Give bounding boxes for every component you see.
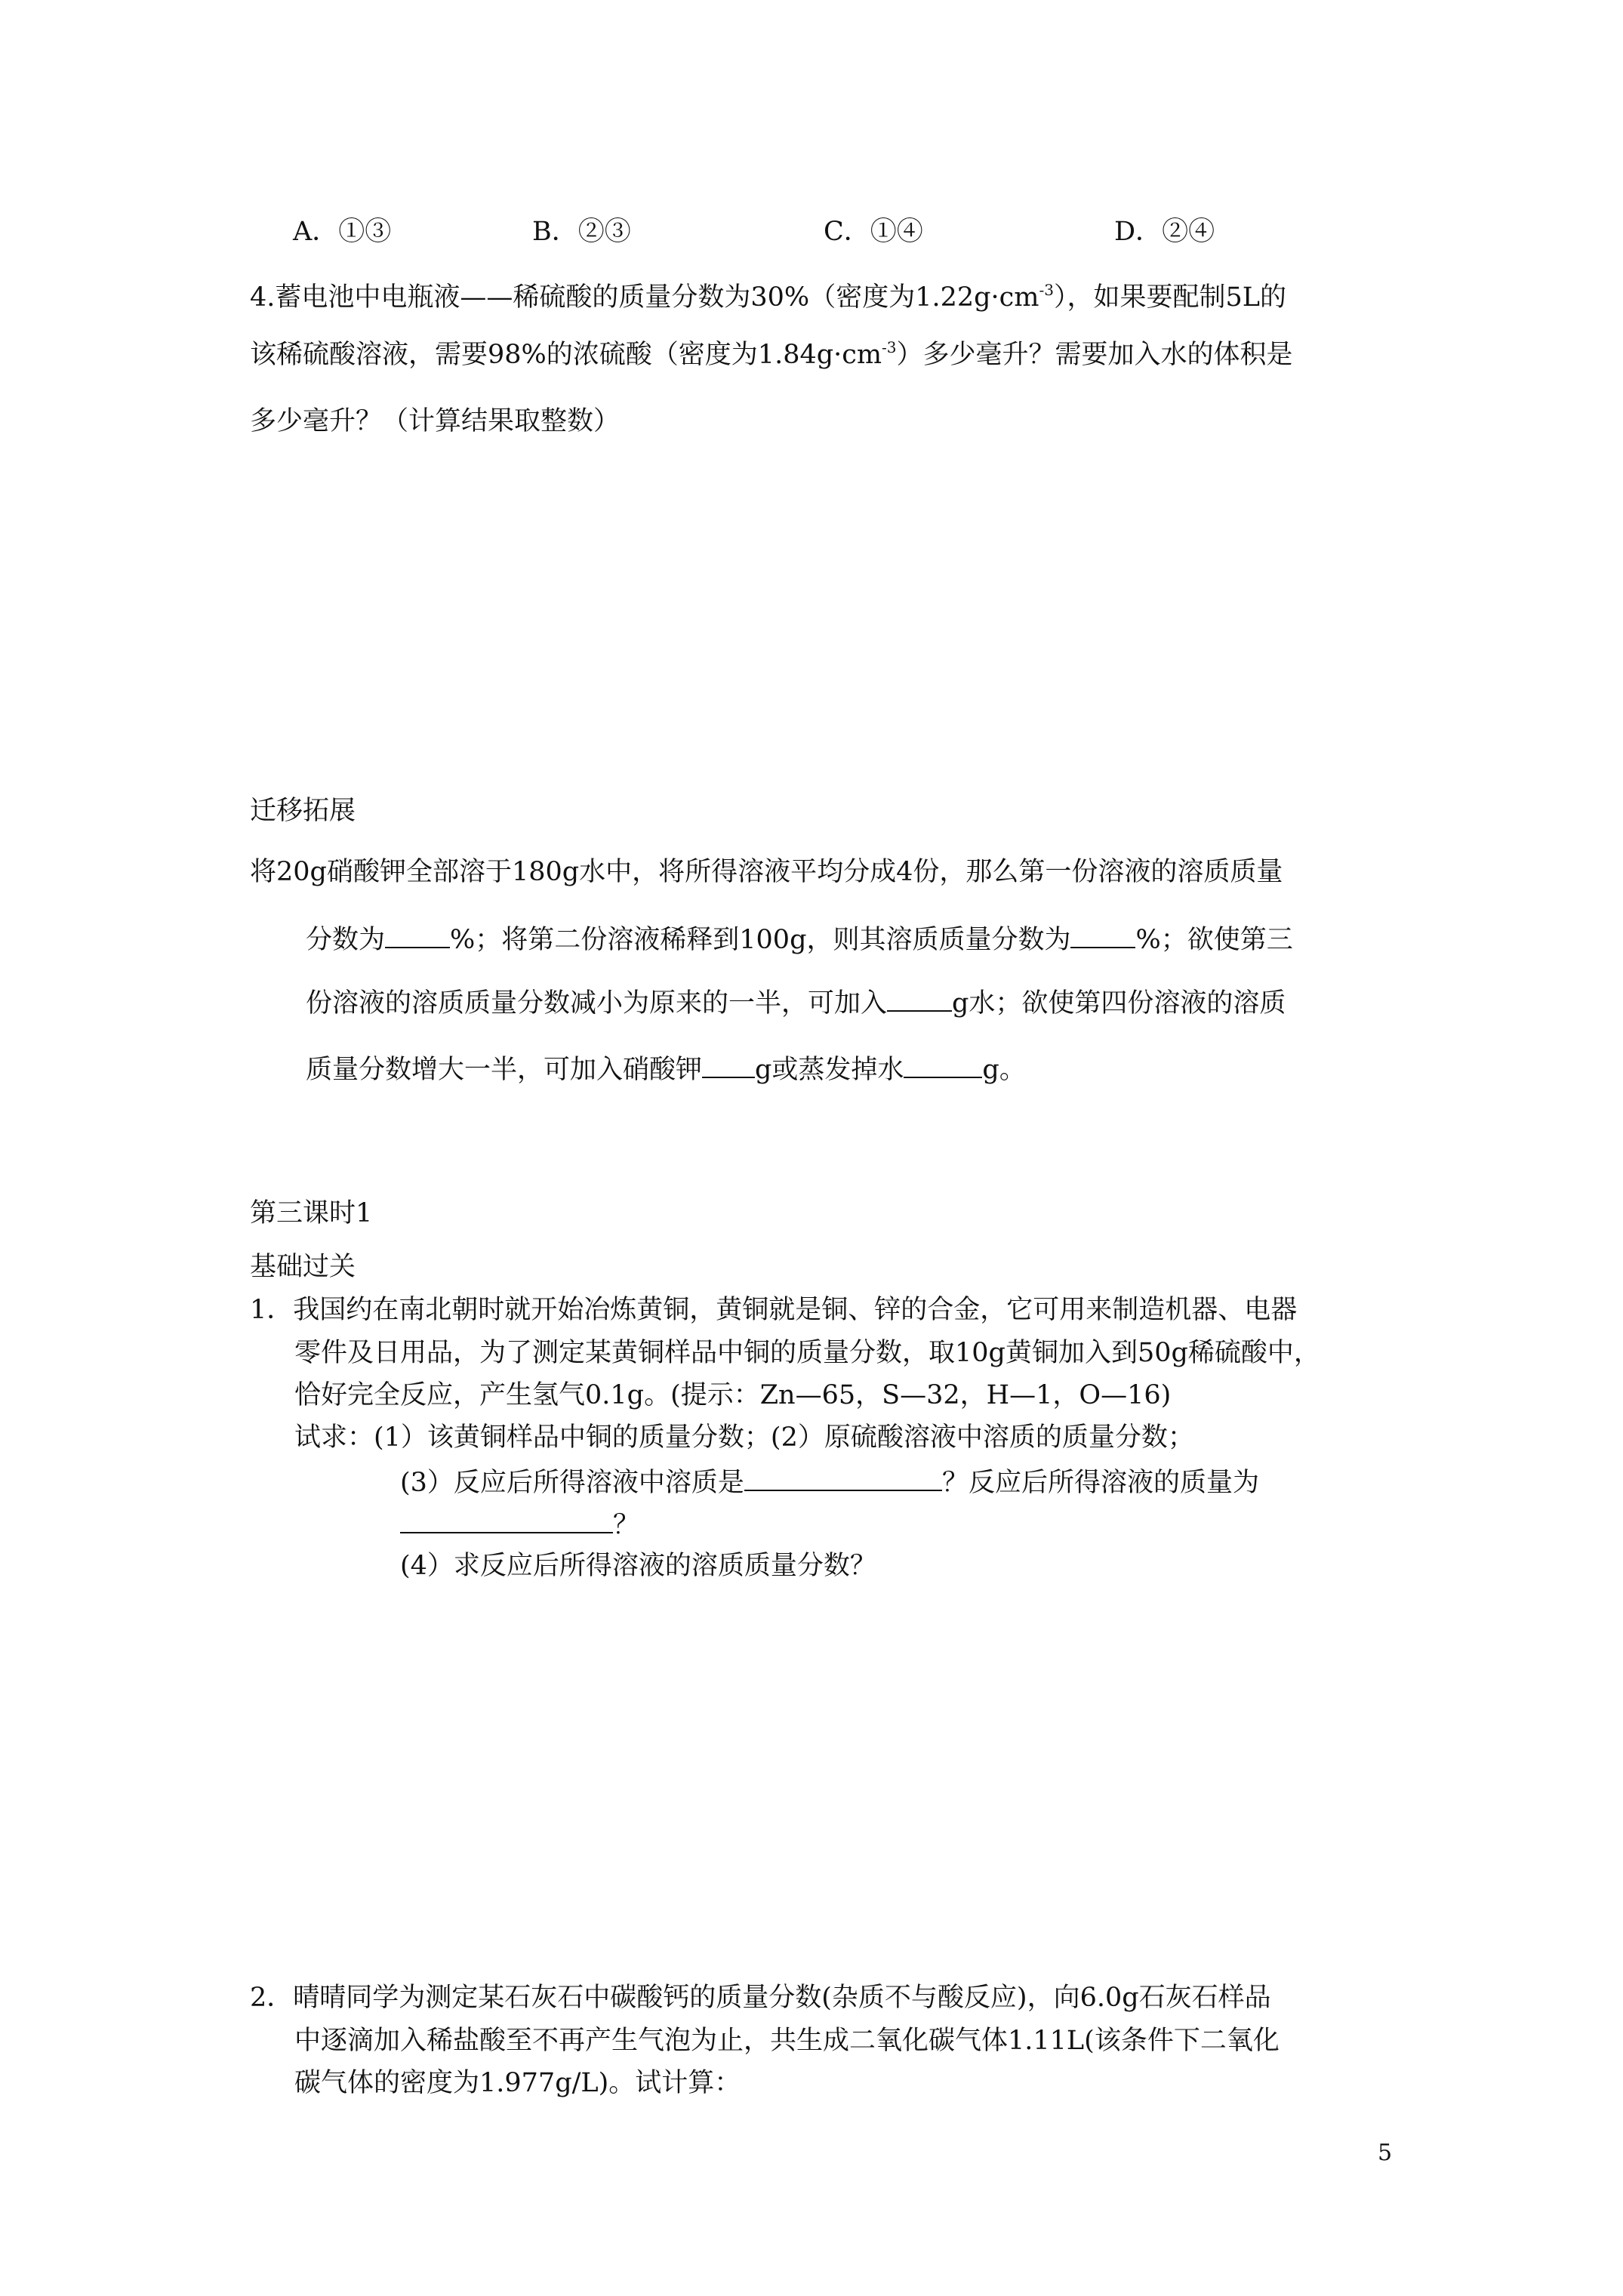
transfer-line-4 <box>306 1051 1026 1086</box>
option-letter: A． <box>293 217 339 247</box>
answer-blank[interactable] <box>1070 921 1135 948</box>
transfer-line-3 <box>306 985 1286 1020</box>
q4-text: 该稀硫酸溶液，需要98%的浓硫酸（密度为1.84g·cm <box>250 340 882 370</box>
transfer-text: g水；欲使第四份溶液的溶质 <box>952 988 1286 1019</box>
q4-line-1 <box>250 281 1286 314</box>
option-letter: B． <box>532 217 578 247</box>
q1-line-2: 零件及日用品，为了测定某黄铜样品中铜的质量分数，取10g黄铜加入到50g稀硫酸中， <box>294 1338 1320 1368</box>
option-text: ②③ <box>577 217 631 247</box>
transfer-text: 质量分数增大一半，可加入硝酸钾 <box>306 1055 703 1085</box>
option-text: ①④ <box>870 217 923 247</box>
option-b <box>532 215 631 248</box>
section-heading-basics: 基础过关 <box>250 1252 356 1282</box>
lesson-title: 第三课时1 <box>250 1198 373 1228</box>
transfer-line-1: 将20g硝酸钾全部溶于180g水中，将所得溶液平均分成4份，那么第一份溶液的溶质质量 <box>250 857 1283 887</box>
transfer-text: %；欲使第三 <box>1135 925 1293 955</box>
option-a <box>293 215 391 248</box>
q1-line-6 <box>400 1506 639 1542</box>
transfer-text: 分数为 <box>306 925 386 955</box>
option-text: ②④ <box>1162 217 1215 247</box>
option-text: ①③ <box>338 217 392 247</box>
q1-line-7: (4）求反应后所得溶液的溶质质量分数？ <box>400 1551 876 1581</box>
transfer-text: 份溶液的溶质质量分数减小为原来的一半，可加入 <box>306 988 888 1019</box>
q4-line-2 <box>250 338 1293 371</box>
answer-blank[interactable] <box>904 1051 982 1078</box>
exponent: -3 <box>882 338 897 356</box>
q2-line-1: 2．晴晴同学为测定某石灰石中碳酸钙的质量分数(杂质不与酸反应)，向6.0g石灰石样品 <box>250 1983 1271 2013</box>
q1-text: ？反应后所得溶液的质量为 <box>941 1468 1259 1498</box>
answer-blank[interactable] <box>385 921 450 948</box>
page-number: 5 <box>1378 2140 1393 2166</box>
q1-text: (3）反应后所得溶液中溶质是 <box>400 1468 744 1498</box>
q4-text: 4.蓄电池中电瓶液——稀硫酸的质量分数为30%（密度为1.22g·cm <box>250 282 1039 313</box>
option-c <box>824 215 923 248</box>
q4-text: ），如果要配制5L的 <box>1053 282 1286 313</box>
answer-blank[interactable] <box>400 1506 613 1533</box>
option-letter: C． <box>824 217 870 247</box>
q4-line-3: 多少毫升？（计算结果取整数） <box>250 406 621 436</box>
option-d <box>1114 215 1215 248</box>
exponent: -3 <box>1039 281 1054 299</box>
q1-line-4: 试求：(1）该黄铜样品中铜的质量分数；(2）原硫酸溶液中溶质的质量分数； <box>294 1422 1194 1453</box>
q4-text: ）多少毫升？需要加入水的体积是 <box>896 340 1293 370</box>
q1-line-1: 1．我国约在南北朝时就开始冶炼黄铜，黄铜就是铜、锌的合金，它可用来制造机器、电器 <box>250 1295 1298 1325</box>
transfer-line-2 <box>306 921 1293 957</box>
q2-line-3: 碳气体的密度为1.977g/L)。试计算： <box>294 2068 741 2098</box>
answer-blank[interactable] <box>702 1051 755 1078</box>
transfer-text: g或蒸发掉水 <box>755 1055 904 1085</box>
q1-text: ？ <box>613 1510 640 1540</box>
q1-line-3: 恰好完全反应，产生氢气0.1g。(提示：Zn—65，S—32，H—1，O—16) <box>294 1380 1172 1410</box>
q2-line-2: 中逐滴加入稀盐酸至不再产生气泡为止，共生成二氧化碳气体1.11L(该条件下二氧化 <box>294 2026 1280 2056</box>
q1-line-5 <box>400 1464 1259 1499</box>
section-heading-transfer: 迁移拓展 <box>250 796 356 826</box>
transfer-text: g。 <box>982 1055 1026 1085</box>
answer-blank[interactable] <box>744 1464 942 1491</box>
transfer-text: %；将第二份溶液稀释到100g，则其溶质质量分数为 <box>450 925 1071 955</box>
answer-blank[interactable] <box>887 985 952 1012</box>
option-letter: D． <box>1114 217 1163 247</box>
